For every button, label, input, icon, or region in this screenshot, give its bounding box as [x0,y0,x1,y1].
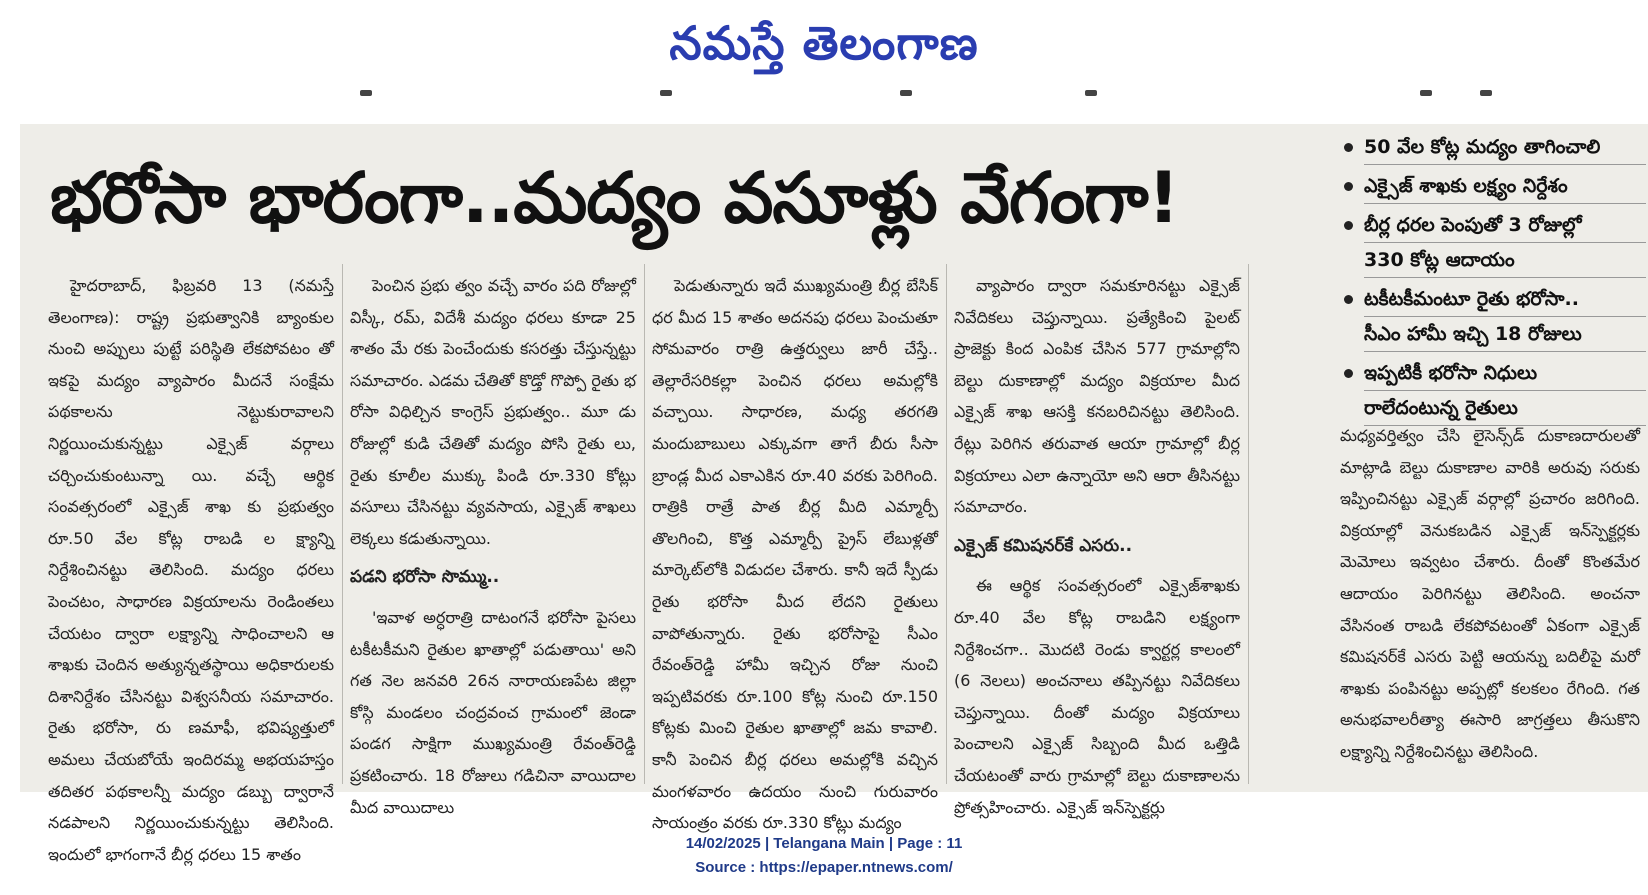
article-column-4 [954,270,1240,817]
paragraph: మధ్యవర్తిత్వం చేసి లైసెన్స్‌డ్ దుకాణదారులతో మాట్లాడి బెల్టు దుకాణాల వారికి అరువు సరుకు ఇప్పించినట్టు ఎక్సైజ్ వర్గాల్లో ప్రచారం జరిగింది. విక్రయాల్లో వెనుకబడిన ఎక్సైజ్ ఇన్‌స్పెక్టర్లకు మెమోలు ఇవ్వటం చేశారు. దీంతో కొంతమేర ఆదాయం పెరిగినట్టు తెలిసింది. అంచనా వేసినంత రాబడి లేకపోవటంతో ఏకంగా ఎక్సైజ్ కమిషనర్‌కే ఎసరు పెట్టి ఆయన్ను బదిలీపై మరో శాఖకు పంపినట్టు అప్పట్లో కలకలం రేగింది. గత అనుభవాలరీత్యా ఈసారి జాగ్రత్తలు తీసుకొని లక్ష్యాన్ని నిర్దేశించినట్టు తెలిసింది. [1340,426,1640,761]
column-rule [1248,264,1249,784]
highlight-line: 50 వేల కోట్ల మద్యం తాగించాలి [1364,130,1646,165]
headline: భరోసా భారంగా..మద్యం వసూళ్లు వేగంగా! [50,157,1179,239]
source-link[interactable]: Source : https://epaper.ntnews.com/ [695,859,953,876]
paragraph: వ్యాపారం ద్వారా సమకూరినట్టు ఎక్సైజ్ నివేదికలు చెప్తున్నాయి. ప్రత్యేకించి పైలట్ ప్రాజెక్టు కింద ఎంపిక చేసిన 577 గ్రామాల్లోని బెల్టు దుకాణాల్లో మద్యం విక్రయాల మీద ఎక్సైజ్ శాఖ ఆసక్తి కనబరిచినట్టు తెలిసింది. రేట్లు పెరిగిన తరువాత ఆయా గ్రామాల్లో బీర్ల విక్రయాలు ఎలా ఉన్నాయో అని ఆరా తీసినట్టు సమాచారం. [954,276,1240,517]
newspaper-logo: నమస్తే తెలంగాణ [669,16,979,70]
column-rule [342,264,343,784]
subheading: పడని భరోసా సొమ్ము.. [350,567,500,588]
column-rule [946,264,947,784]
article-column-1 [48,270,334,864]
highlight-point [1338,356,1646,426]
column-rule [644,264,645,784]
paragraph: 'ఇవాళ అర్ధరాత్రి దాటంగనే భరోసా పైసలు టకీటకీమని రైతుల ఖాతాల్లో పడుతాయి' అని గత నెల జనవరి 26న నారాయణపేట జిల్లా కోస్గి మండలం చంద్రవంచ గ్రామంలో జెండా పండగ సాక్షిగా ముఖ్యమంత్రి రేవంత్‌రెడ్డి ప్రకటించారు. 18 రోజులు గడిచినా వాయిదాల మీద వాయిదాలు [350,607,636,817]
highlight-line: ఇప్పటికీ భరోసా నిధులు [1364,356,1646,391]
subheading: ఎక్సైజ్ కమిషనర్‌కే ఎసరు.. [954,535,1133,556]
highlights-box [1338,130,1646,430]
paragraph: ఈ ఆర్థిక సంవత్సరంలో ఎక్సైజ్‌శాఖకు రూ.40 వేల కోట్ల రాబడిని లక్ష్యంగా నిర్దేశించగా.. మొదటి రెండు క్వార్టర్ల కాలంలో (6 నెలలు) అంచనాలు తప్పినట్టు నివేదికలు చెప్తున్నాయి. దీంతో మద్యం విక్రయాలు పెంచాలని ఎక్సైజ్ సిబ్బంది మీద ఒత్తిడి చేయటంతో వారు గ్రామాల్లో బెల్టు దుకాణాలను ప్రోత్సహించారు. ఎక్సైజ్ ఇన్‌స్పెక్టర్లు [954,576,1240,817]
paragraph: హైదరాబాద్, ఫిబ్రవరి 13 (నమస్తే తెలంగాణ): రాష్ట్ర ప్రభుత్వానికి బ్యాంకుల నుంచి అప్పులు పుట్టే పరిస్థితి లేకపోవటం తో ఇకపై మద్యం వ్యాపారం మీదనే సంక్షేమ పథకాలను నెట్టుకురావాలని నిర్ణయించుకున్నట్టు ఎక్సైజ్ వర్గాలు చర్చించుకుంటున్నా యి. వచ్చే ఆర్థిక సంవత్సరంలో ఎక్సైజ్ శాఖ కు ప్రభుత్వం రూ.50 వేల కోట్ల రాబడి ల క్ష్యాన్ని నిర్దేశించినట్టు తెలిసింది. మద్యం ధరలు పెంచటం, సాధారణ విక్రయాలను రెండింతలు చేయటం ద్వారా లక్ష్యాన్ని సాధించాలని ఆ శాఖకు చెందిన అత్యున్నతస్థాయి అధికారులకు దిశానిర్దేశం చేసినట్టు విశ్వసనీయ సమాచారం. రైతు భరోసా, రు ణమాఫీ, భవిష్యత్తులో అమలు చేయబోయే ఇందిరమ్మ అభయహస్తం తదితర పథకాలన్నీ మద్యం డబ్బు ద్వారానే నడపాలని నిర్ణయించుకున్నట్టు తెలిసింది. ఇందులో భాగంగానే బీర్ల ధరలు 15 శాతం [48,276,334,864]
highlight-line: సీఎం హామీ ఇచ్చి 18 రోజులు [1364,317,1646,352]
highlight-line: టకీటకీమంటూ రైతు భరోసా.. [1364,282,1646,317]
paragraph: పెడుతున్నారు ఇదే ముఖ్యమంత్రి బీర్ల బేసిక్ ధర మీద 15 శాతం అదనపు ధరలు పెంచుతూ సోమవారం రాత్రి ఉత్తర్వులు జారీ చేస్తే.. తెల్లారేసరికల్లా పెంచిన ధరలు అమల్లోకి వచ్చాయి. సాధారణ, మధ్య తరగతి మందుబాబులు ఎక్కువగా తాగే బీరు సీసా బ్రాండ్ల మీద ఎకాఎకిన రూ.40 వరకు పెరిగింది. రాత్రికి రాత్రే పాత బీర్ల మీది ఎమ్మార్పీ తొలగించి, కొత్త ఎమ్మార్పీ ప్రైస్ లేబుళ్లతో మార్కెట్‌లోకి విడుదల చేశారు. కానీ ఇదే స్పీడు రైతు భరోసా మీద లేదని రైతులు వాపోతున్నారు. రైతు భరోసాపై సీఎం రేవంత్‌రెడ్డి హామీ ఇచ్చిన రోజు నుంచి ఇప్పటివరకు రూ.100 కోట్ల నుంచి రూ.150 కోట్లకు మించి రైతుల ఖాతాల్లో జమ కావాలి. కానీ పెంచిన బీర్ల ధరలు అమల్లోకి వచ్చిన మంగళవారం ఉదయం నుంచి గురువారం సాయంత్రం వరకు రూ.330 కోట్లు మద్యం [652,276,938,833]
masthead [0,8,1648,78]
edition-info: 14/02/2025 | Telangana Main | Page : 11 [685,835,963,852]
highlight-point [1338,282,1646,352]
paragraph: పెంచిన ప్రభు త్వం వచ్చే వారం పది రోజుల్లో విస్కీ, రమ్, విదేశీ మద్యం ధరలు కూడా 25 శాతం మే రకు పెంచేందుకు కసరత్తు చేస్తున్నట్టు సమాచారం. ఎడమ చేతితో కొడ్తో గొప్పో రైతు భ రోసా విధిల్చిన కాంగ్రెస్ ప్రభుత్వం.. మూ డు రోజుల్లో కుడి చేతితో మద్యం పోసి రైతు లు, రైతు కూలీల ముక్కు పిండి రూ.330 కోట్లు వసూలు చేసినట్టు వ్యవసాయ, ఎక్సైజ్ శాఖలు లెక్కలు కడుతున్నాయి. [350,276,636,548]
highlight-line: రాలేదంటున్న రైతులు [1364,391,1646,426]
highlight-point [1338,208,1646,278]
highlight-line: బీర్ల ధరల పెంపుతో 3 రోజుల్లో [1364,208,1646,243]
article-column-5 [1340,420,1640,790]
highlight-line: ఎక్సైజ్ శాఖకు లక్ష్యం నిర్దేశం [1364,169,1646,204]
highlight-point [1338,169,1646,204]
article-column-3 [652,270,938,833]
article-column-2 [350,270,636,817]
page-footer [0,832,1648,880]
highlight-point [1338,130,1646,165]
highlight-line: 330 కోట్ల ఆదాయం [1364,243,1646,278]
cut-strip [0,90,1648,108]
